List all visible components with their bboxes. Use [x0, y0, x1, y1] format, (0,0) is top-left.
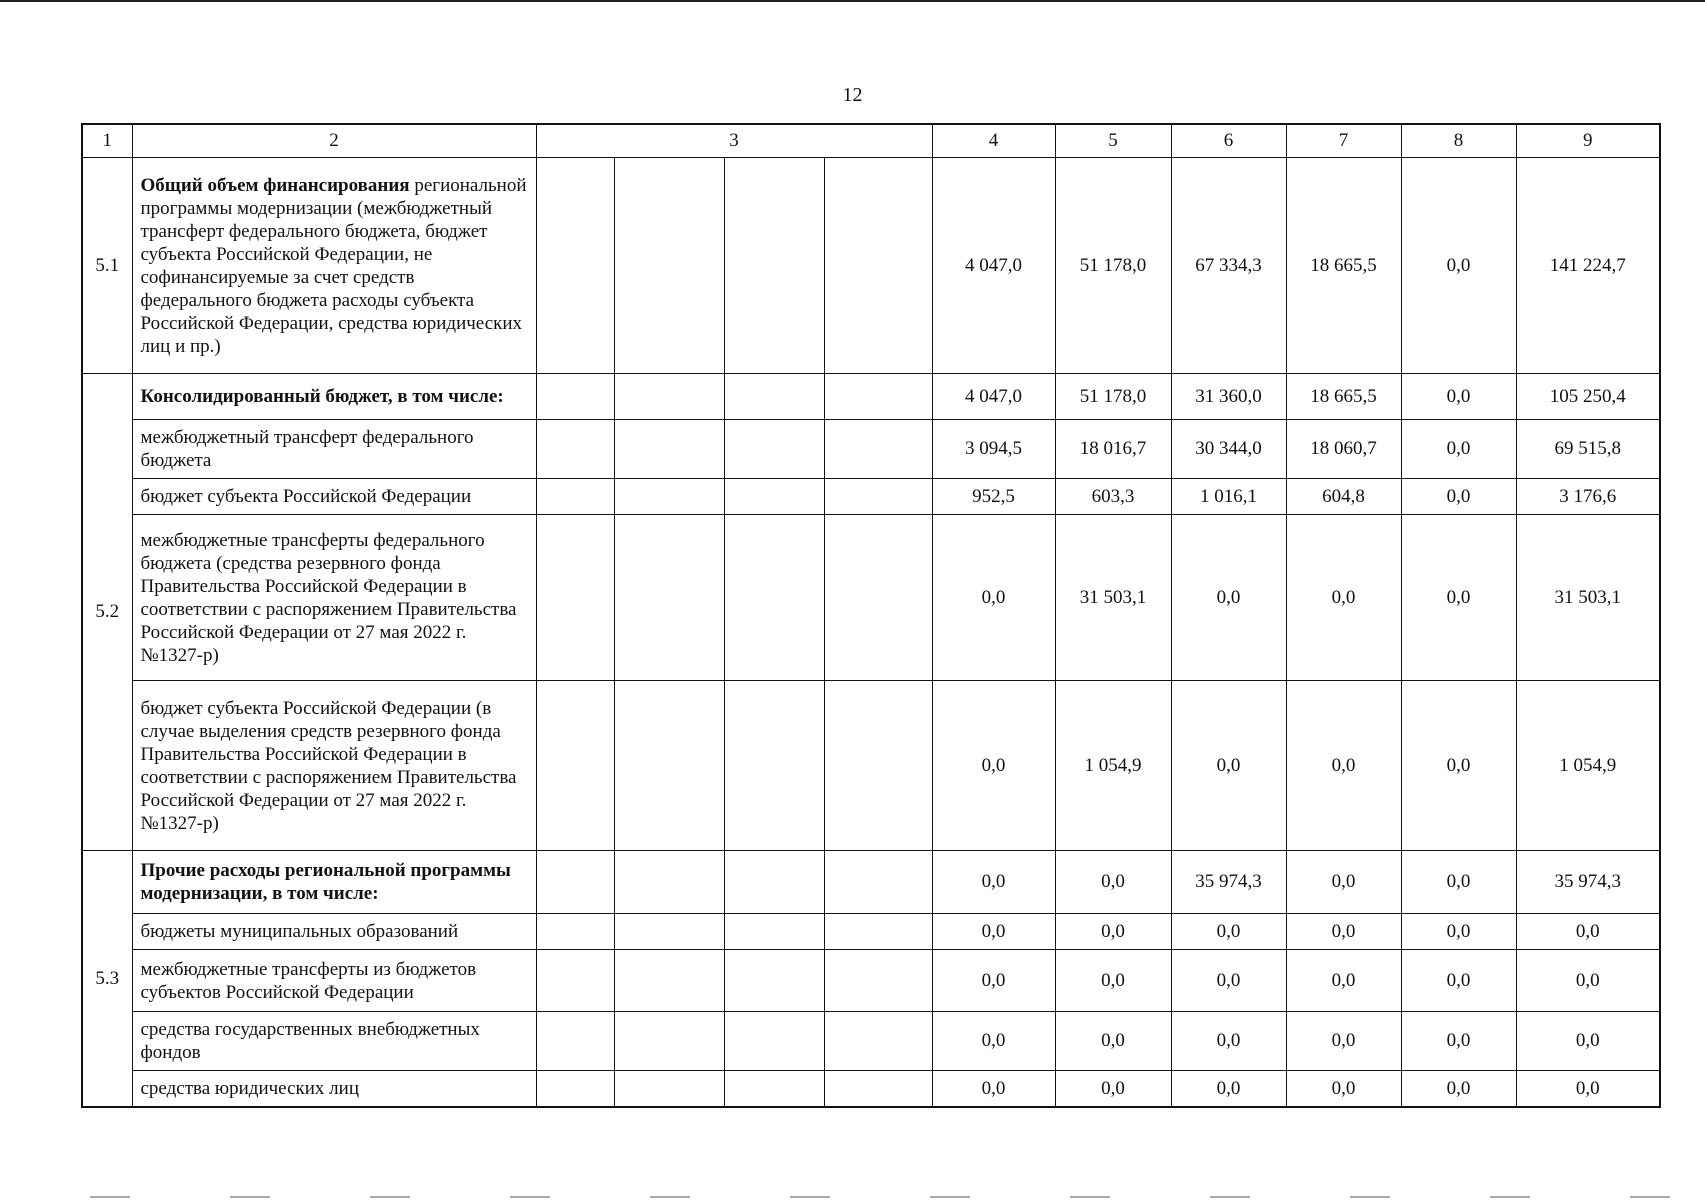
- blank-cell: [724, 374, 824, 420]
- row-code: 5.2: [82, 374, 132, 851]
- value-cell: 69 515,8: [1516, 420, 1660, 479]
- value-cell: 0,0: [1401, 914, 1516, 950]
- blank-cell: [614, 420, 724, 479]
- value-cell: 35 974,3: [1171, 851, 1286, 914]
- table-row: [82, 420, 1660, 479]
- blank-cell: [536, 1071, 614, 1108]
- value-cell: 0,0: [1516, 1012, 1660, 1071]
- blank-cell: [824, 158, 932, 374]
- header-cell: 9: [1516, 124, 1660, 158]
- blank-cell: [614, 950, 724, 1012]
- blank-cell: [536, 374, 614, 420]
- value-cell: 0,0: [932, 515, 1055, 681]
- value-cell: 0,0: [1401, 950, 1516, 1012]
- blank-cell: [824, 374, 932, 420]
- value-cell: 0,0: [1055, 1071, 1171, 1108]
- header-cell: 8: [1401, 124, 1516, 158]
- value-cell: 0,0: [1171, 914, 1286, 950]
- blank-cell: [824, 950, 932, 1012]
- blank-cell: [614, 1012, 724, 1071]
- blank-cell: [536, 851, 614, 914]
- value-cell: 0,0: [932, 1071, 1055, 1108]
- value-cell: 1 054,9: [1516, 681, 1660, 851]
- blank-cell: [536, 515, 614, 681]
- blank-cell: [536, 158, 614, 374]
- value-cell: 0,0: [932, 681, 1055, 851]
- value-cell: 604,8: [1286, 479, 1401, 515]
- value-cell: 4 047,0: [932, 374, 1055, 420]
- page-top-edge: [0, 0, 1705, 2]
- value-cell: 0,0: [1516, 1071, 1660, 1108]
- value-cell: 0,0: [1171, 515, 1286, 681]
- blank-cell: [824, 1071, 932, 1108]
- row-description: Прочие расходы региональной программы модернизации, в том числе:: [132, 851, 536, 914]
- blank-cell: [536, 914, 614, 950]
- value-cell: 952,5: [932, 479, 1055, 515]
- blank-cell: [614, 851, 724, 914]
- blank-cell: [536, 950, 614, 1012]
- value-cell: 0,0: [1055, 851, 1171, 914]
- row-description-bold: Общий объем финансирования: [140, 174, 410, 196]
- value-cell: 31 360,0: [1171, 374, 1286, 420]
- value-cell: 51 178,0: [1055, 158, 1171, 374]
- table-row: [82, 479, 1660, 515]
- value-cell: 67 334,3: [1171, 158, 1286, 374]
- header-row: [82, 124, 1660, 158]
- value-cell: 0,0: [1401, 479, 1516, 515]
- blank-cell: [536, 1012, 614, 1071]
- header-cell: 1: [82, 124, 132, 158]
- value-cell: 0,0: [1401, 851, 1516, 914]
- page-number: 12: [842, 84, 863, 106]
- blank-cell: [536, 479, 614, 515]
- row-code: 5.1: [82, 158, 132, 374]
- row-description: бюджет субъекта Российской Федерации (в случае выделения средств резервного фонда Правительства Российской Федерации в соответствии с распоряжением Правительства Российской Федерации от 27 мая 2022 г. №1327-р): [132, 681, 536, 851]
- blank-cell: [614, 515, 724, 681]
- blank-cell: [824, 479, 932, 515]
- value-cell: 0,0: [1286, 1012, 1401, 1071]
- table-row: [82, 158, 1660, 374]
- blank-cell: [614, 681, 724, 851]
- blank-cell: [724, 479, 824, 515]
- value-cell: 3 176,6: [1516, 479, 1660, 515]
- value-cell: 0,0: [1516, 950, 1660, 1012]
- row-description: межбюджетный трансферт федерального бюджета: [132, 420, 536, 479]
- blank-cell: [724, 420, 824, 479]
- row-code: 5.3: [82, 851, 132, 1108]
- value-cell: 0,0: [1171, 1071, 1286, 1108]
- value-cell: 0,0: [1286, 950, 1401, 1012]
- value-cell: 18 060,7: [1286, 420, 1401, 479]
- table-row: [82, 1012, 1660, 1071]
- row-description: межбюджетные трансферты федерального бюджета (средства резервного фонда Правительства Российской Федерации в соответствии с распоряжением Правительства Российской Федерации от 27 мая 2022 г. №1327-р): [132, 515, 536, 681]
- blank-cell: [824, 420, 932, 479]
- value-cell: 0,0: [1401, 1012, 1516, 1071]
- value-cell: 30 344,0: [1171, 420, 1286, 479]
- value-cell: 0,0: [1401, 515, 1516, 681]
- blank-cell: [614, 1071, 724, 1108]
- blank-cell: [724, 851, 824, 914]
- blank-cell: [536, 420, 614, 479]
- blank-cell: [614, 479, 724, 515]
- row-description: бюджет субъекта Российской Федерации: [132, 479, 536, 515]
- value-cell: 3 094,5: [932, 420, 1055, 479]
- blank-cell: [724, 158, 824, 374]
- blank-cell: [824, 515, 932, 681]
- value-cell: 0,0: [932, 1012, 1055, 1071]
- value-cell: 0,0: [1286, 914, 1401, 950]
- value-cell: 0,0: [1401, 374, 1516, 420]
- row-description: межбюджетные трансферты из бюджетов субъектов Российской Федерации: [132, 950, 536, 1012]
- value-cell: 0,0: [1055, 1012, 1171, 1071]
- value-cell: 0,0: [1055, 950, 1171, 1012]
- value-cell: 0,0: [932, 950, 1055, 1012]
- table-row: [82, 851, 1660, 914]
- value-cell: 0,0: [1286, 1071, 1401, 1108]
- blank-cell: [824, 1012, 932, 1071]
- blank-cell: [536, 681, 614, 851]
- value-cell: 31 503,1: [1055, 515, 1171, 681]
- value-cell: 0,0: [1171, 950, 1286, 1012]
- value-cell: 35 974,3: [1516, 851, 1660, 914]
- value-cell: 4 047,0: [932, 158, 1055, 374]
- header-cell: 5: [1055, 124, 1171, 158]
- table-row: [82, 914, 1660, 950]
- table-row: [82, 950, 1660, 1012]
- blank-cell: [614, 158, 724, 374]
- value-cell: 51 178,0: [1055, 374, 1171, 420]
- value-cell: 18 665,5: [1286, 158, 1401, 374]
- financing-table: [81, 123, 1661, 1108]
- blank-cell: [724, 950, 824, 1012]
- row-description: средства юридических лиц: [132, 1071, 536, 1108]
- header-cell: 3: [536, 124, 932, 158]
- header-cell: 2: [132, 124, 536, 158]
- table-row: [82, 374, 1660, 420]
- value-cell: 0,0: [1286, 851, 1401, 914]
- header-cell: 6: [1171, 124, 1286, 158]
- value-cell: 0,0: [1286, 681, 1401, 851]
- header-cell: 7: [1286, 124, 1401, 158]
- value-cell: 603,3: [1055, 479, 1171, 515]
- value-cell: 141 224,7: [1516, 158, 1660, 374]
- value-cell: 1 016,1: [1171, 479, 1286, 515]
- row-description-rest: региональной программы модернизации (межбюджетный трансферт федерального бюджета, бюджет субъекта Российской Федерации, не софинансируемые за счет средств федерального бюджета расходы субъекта Российской Федерации, средства юридических лиц и пр.): [140, 174, 527, 357]
- table-row: [82, 515, 1660, 681]
- blank-cell: [614, 374, 724, 420]
- value-cell: 0,0: [1171, 681, 1286, 851]
- row-description: бюджеты муниципальных образований: [132, 914, 536, 950]
- value-cell: 0,0: [1171, 1012, 1286, 1071]
- header-cell: 4: [932, 124, 1055, 158]
- blank-cell: [724, 515, 824, 681]
- blank-cell: [724, 1012, 824, 1071]
- value-cell: 0,0: [1401, 420, 1516, 479]
- value-cell: 31 503,1: [1516, 515, 1660, 681]
- value-cell: 0,0: [1055, 914, 1171, 950]
- value-cell: 0,0: [1401, 158, 1516, 374]
- blank-cell: [824, 851, 932, 914]
- blank-cell: [824, 681, 932, 851]
- row-description: средства государственных внебюджетных фондов: [132, 1012, 536, 1071]
- value-cell: 0,0: [932, 914, 1055, 950]
- value-cell: 105 250,4: [1516, 374, 1660, 420]
- value-cell: 0,0: [932, 851, 1055, 914]
- row-description: Консолидированный бюджет, в том числе:: [132, 374, 536, 420]
- value-cell: 1 054,9: [1055, 681, 1171, 851]
- table-row: [82, 681, 1660, 851]
- blank-cell: [824, 914, 932, 950]
- value-cell: 0,0: [1286, 515, 1401, 681]
- value-cell: 18 016,7: [1055, 420, 1171, 479]
- value-cell: 0,0: [1401, 1071, 1516, 1108]
- blank-cell: [724, 681, 824, 851]
- row-description: [132, 158, 536, 374]
- value-cell: 18 665,5: [1286, 374, 1401, 420]
- value-cell: 0,0: [1516, 914, 1660, 950]
- blank-cell: [724, 1071, 824, 1108]
- table-row: [82, 1071, 1660, 1108]
- blank-cell: [614, 914, 724, 950]
- blank-cell: [724, 914, 824, 950]
- value-cell: 0,0: [1401, 681, 1516, 851]
- scan-bottom-marks: [90, 1196, 1690, 1198]
